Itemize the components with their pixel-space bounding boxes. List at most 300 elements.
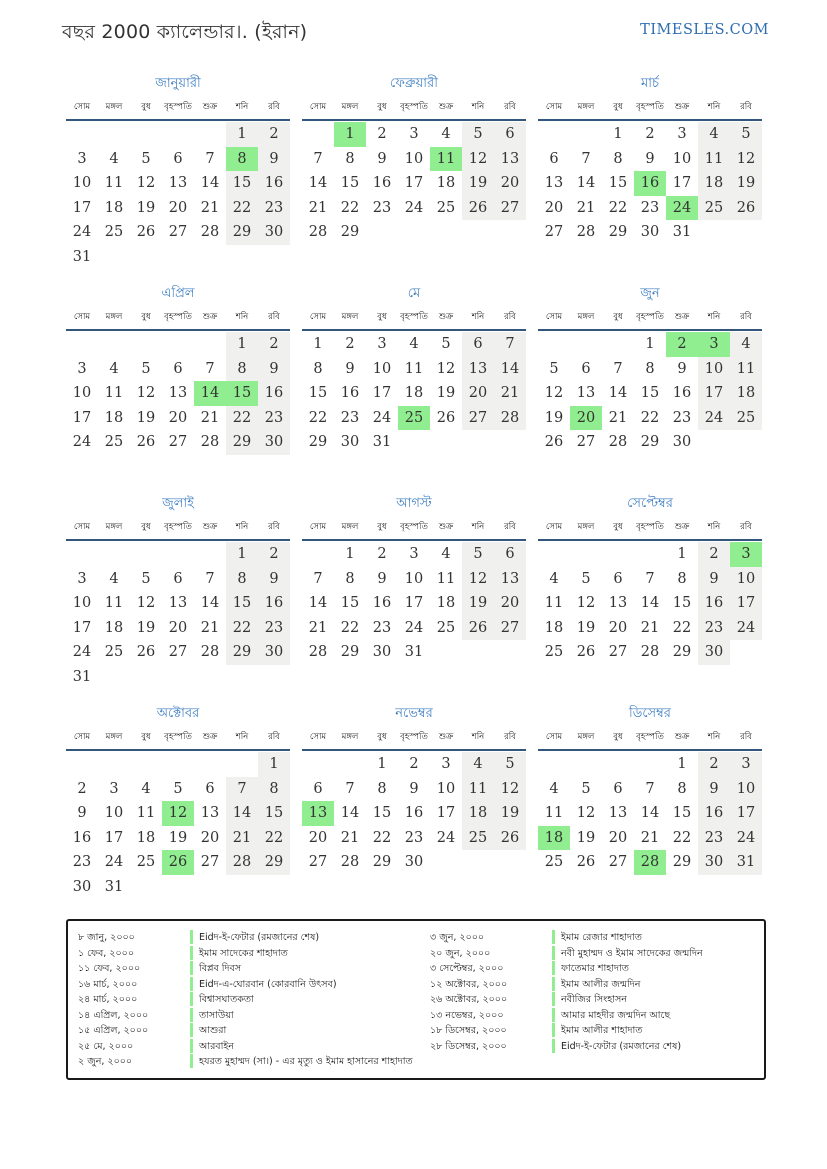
weekday-label: বৃহস্পতি <box>636 522 664 532</box>
day-cell: 24 <box>698 406 730 431</box>
day-cell: 9 <box>258 567 290 592</box>
day-cell: 28 <box>576 224 596 240</box>
day-cell: 9 <box>258 147 290 172</box>
weekday-label: শুক্র <box>438 522 454 532</box>
day-cell: 31 <box>104 878 124 895</box>
empty-day-cell <box>194 122 226 147</box>
empty-day-cell <box>302 245 334 270</box>
day-cell: 1 <box>313 336 323 352</box>
day-cell: 10 <box>436 780 456 797</box>
month-days <box>538 542 762 689</box>
month-block <box>66 74 290 269</box>
weekday-label: বুধ <box>377 732 387 742</box>
weekday-label: বুধ <box>377 312 387 322</box>
weekday-label: শুক্র <box>202 312 218 322</box>
day-cell: 13 <box>494 567 526 592</box>
empty-day-cell <box>98 665 130 690</box>
weekday-label: মঙ্গল <box>105 312 123 322</box>
day-cell: 3 <box>77 570 87 587</box>
weekday-label: সোম <box>309 102 327 112</box>
day-cell: 28 <box>494 406 526 431</box>
weekday-label: মঙ্গল <box>341 732 359 742</box>
month-title: সেপ্টেম্বর <box>627 496 673 511</box>
day-cell: 24 <box>730 826 762 851</box>
day-cell: 27 <box>462 406 494 431</box>
day-cell: 5 <box>581 780 591 797</box>
day-cell: 8 <box>226 567 258 592</box>
weekday-label: রবি <box>268 522 280 532</box>
day-cell: 21 <box>494 381 526 406</box>
empty-day-cell <box>538 332 570 357</box>
month-block <box>302 284 526 479</box>
day-cell: 28 <box>608 434 628 450</box>
day-cell: 13 <box>494 147 526 172</box>
legend-date: ২৪ মার্চ, ২০০০ <box>78 994 138 1005</box>
day-cell: 23 <box>258 406 290 431</box>
day-cell: 1 <box>345 546 355 562</box>
weekday-label: শুক্র <box>438 102 454 112</box>
day-cell: 18 <box>104 619 124 636</box>
day-cell: 27 <box>168 434 188 450</box>
day-cell: 3 <box>441 756 451 772</box>
day-cell: 25 <box>136 854 156 870</box>
weekday-header-row <box>302 310 526 331</box>
day-cell: 7 <box>313 150 323 167</box>
legend-holiday-label <box>552 1054 756 1068</box>
empty-day-cell <box>302 455 334 480</box>
day-cell: 13 <box>544 175 564 191</box>
day-cell: 19 <box>462 591 494 616</box>
legend-holiday-label: Eidদ-ই-ফেটার (রমজানের শেষ) <box>552 1039 756 1053</box>
empty-day-cell <box>698 455 730 480</box>
empty-day-cell <box>226 665 258 690</box>
day-cell: 4 <box>109 570 119 587</box>
day-cell: 27 <box>544 224 564 240</box>
day-cell: 6 <box>173 570 183 587</box>
day-cell: 18 <box>462 801 494 826</box>
day-cell: 25 <box>104 644 124 660</box>
day-cell: 23 <box>258 616 290 641</box>
day-cell: 10 <box>672 150 692 167</box>
empty-day-cell <box>194 245 226 270</box>
day-cell: 28 <box>308 224 328 240</box>
day-cell: 21 <box>640 619 660 636</box>
day-cell: 5 <box>549 360 559 377</box>
day-cell: 8 <box>645 360 655 377</box>
day-cell: 10 <box>730 567 762 592</box>
empty-day-cell <box>66 542 98 567</box>
empty-day-cell <box>494 245 526 270</box>
day-cell: 23 <box>698 616 730 641</box>
month-block <box>538 494 762 689</box>
empty-day-cell <box>494 640 526 665</box>
weekday-label: বুধ <box>613 522 623 532</box>
day-cell: 20 <box>608 829 628 846</box>
weekday-header-row <box>66 520 290 541</box>
day-cell: 21 <box>308 619 328 636</box>
empty-day-cell <box>430 640 462 665</box>
legend-holiday-label: তাসাউয়া <box>190 1008 430 1022</box>
empty-day-cell <box>66 752 98 777</box>
day-cell: 21 <box>340 829 360 846</box>
empty-day-cell <box>462 640 494 665</box>
day-cell: 7 <box>205 360 215 377</box>
empty-day-cell <box>538 122 570 147</box>
legend-holiday-label: আশুরা <box>190 1023 430 1037</box>
weekday-label: সোম <box>73 102 91 112</box>
weekday-label: সোম <box>309 522 327 532</box>
day-cell: 29 <box>640 434 660 450</box>
day-cell: 8 <box>677 780 687 797</box>
day-cell: 27 <box>608 644 628 660</box>
day-cell: 30 <box>258 430 290 455</box>
day-cell: 12 <box>136 385 156 401</box>
empty-day-cell <box>398 665 430 690</box>
weekday-label: শনি <box>707 312 721 322</box>
month-block <box>66 494 290 689</box>
day-cell: 16 <box>372 175 392 191</box>
day-cell: 30 <box>404 854 424 870</box>
day-cell: 22 <box>340 619 360 636</box>
empty-day-cell <box>194 665 226 690</box>
weekday-label: বুধ <box>141 312 151 322</box>
day-cell: 12 <box>544 385 564 401</box>
weekday-label: বৃহস্পতি <box>164 102 192 112</box>
month-days <box>538 122 762 269</box>
day-cell: 18 <box>538 826 570 851</box>
day-cell: 16 <box>258 591 290 616</box>
empty-day-cell <box>430 430 462 455</box>
empty-day-cell <box>430 665 462 690</box>
empty-day-cell <box>366 455 398 480</box>
month-title: জানুয়ারী <box>155 76 201 91</box>
day-cell: 10 <box>730 777 762 802</box>
weekday-label: সোম <box>545 102 563 112</box>
day-cell: 27 <box>494 616 526 641</box>
day-cell: 3 <box>677 126 687 142</box>
day-cell: 30 <box>640 224 660 240</box>
empty-day-cell <box>398 455 430 480</box>
day-cell: 17 <box>698 381 730 406</box>
day-cell: 8 <box>613 150 623 167</box>
month-title: আগস্ট <box>396 496 432 511</box>
day-cell: 11 <box>104 385 124 401</box>
day-cell: 15 <box>608 175 628 191</box>
day-cell: 28 <box>226 850 258 875</box>
empty-day-cell <box>634 542 666 567</box>
empty-day-cell <box>570 245 602 270</box>
empty-day-cell <box>430 850 462 875</box>
day-cell: 7 <box>205 150 215 167</box>
legend-date <box>430 1054 552 1068</box>
legend-date: ২ জুন, ২০০০ <box>78 1056 133 1067</box>
weekday-label: রবি <box>268 732 280 742</box>
empty-day-cell <box>302 542 334 567</box>
day-cell: 3 <box>409 546 419 562</box>
months-grid <box>66 74 827 899</box>
day-cell: 19 <box>576 619 596 636</box>
day-cell: 20 <box>544 199 564 216</box>
empty-day-cell <box>194 752 226 777</box>
day-cell: 7 <box>613 360 623 377</box>
day-cell: 14 <box>340 805 360 821</box>
day-cell: 26 <box>544 434 564 450</box>
day-cell: 11 <box>430 147 462 172</box>
empty-day-cell <box>602 332 634 357</box>
day-cell: 14 <box>194 381 226 406</box>
empty-day-cell <box>462 850 494 875</box>
legend-holiday-label: আরবাইন <box>190 1039 430 1053</box>
empty-day-cell <box>698 665 730 690</box>
day-cell: 4 <box>549 780 559 797</box>
day-cell: 4 <box>109 360 119 377</box>
day-cell: 22 <box>340 199 360 216</box>
day-cell: 15 <box>372 805 392 821</box>
day-cell: 14 <box>576 175 596 191</box>
day-cell: 31 <box>672 224 692 240</box>
month-title: এপ্রিল <box>161 286 195 301</box>
empty-day-cell <box>302 875 334 900</box>
legend-date: ১৫ এপ্রিল, ২০০০ <box>78 1025 149 1036</box>
day-cell: 2 <box>698 752 730 777</box>
day-cell: 22 <box>308 409 328 426</box>
day-cell: 15 <box>258 801 290 826</box>
day-cell: 3 <box>109 780 119 797</box>
day-cell: 3 <box>377 336 387 352</box>
weekday-label: বৃহস্পতি <box>400 522 428 532</box>
day-cell: 17 <box>404 175 424 191</box>
day-cell: 4 <box>462 752 494 777</box>
day-cell: 17 <box>104 829 124 846</box>
day-cell: 19 <box>436 385 456 401</box>
empty-day-cell <box>226 752 258 777</box>
day-cell: 26 <box>462 616 494 641</box>
month-title: নভেম্বর <box>395 706 433 721</box>
day-cell: 23 <box>258 196 290 221</box>
day-cell: 7 <box>205 570 215 587</box>
day-cell: 5 <box>141 570 151 587</box>
day-cell: 24 <box>404 619 424 636</box>
day-cell: 5 <box>581 570 591 587</box>
empty-day-cell <box>334 455 366 480</box>
day-cell: 13 <box>168 385 188 401</box>
day-cell: 12 <box>462 147 494 172</box>
day-cell: 1 <box>334 122 366 147</box>
day-cell: 17 <box>404 595 424 611</box>
day-cell: 18 <box>136 829 156 846</box>
day-cell: 6 <box>205 780 215 797</box>
weekday-label: শুক্র <box>674 312 690 322</box>
day-cell: 6 <box>613 570 623 587</box>
day-cell: 8 <box>313 360 323 377</box>
day-cell: 5 <box>494 752 526 777</box>
day-cell: 18 <box>104 409 124 426</box>
weekday-label: বুধ <box>613 102 623 112</box>
day-cell: 11 <box>404 360 424 377</box>
month-block <box>538 284 762 479</box>
empty-day-cell <box>258 455 290 480</box>
weekday-label: রবি <box>504 312 516 322</box>
day-cell: 16 <box>72 829 92 846</box>
day-cell: 22 <box>258 826 290 851</box>
day-cell: 17 <box>72 409 92 426</box>
day-cell: 11 <box>104 595 124 611</box>
empty-day-cell <box>130 455 162 480</box>
day-cell: 17 <box>730 591 762 616</box>
empty-day-cell <box>602 542 634 567</box>
day-cell: 30 <box>372 644 392 660</box>
weekday-label: রবি <box>268 102 280 112</box>
day-cell: 20 <box>168 619 188 636</box>
day-cell: 24 <box>404 199 424 216</box>
empty-day-cell <box>602 875 634 900</box>
day-cell: 19 <box>136 409 156 426</box>
empty-day-cell <box>162 542 194 567</box>
day-cell: 1 <box>613 126 623 142</box>
empty-day-cell <box>430 455 462 480</box>
day-cell: 4 <box>698 122 730 147</box>
weekday-label: শুক্র <box>674 732 690 742</box>
empty-day-cell <box>430 875 462 900</box>
legend-holiday-label: আমার মাহদীর জন্মদিন আছে <box>552 1008 756 1022</box>
day-cell: 25 <box>730 406 762 431</box>
empty-day-cell <box>162 455 194 480</box>
day-cell: 11 <box>698 147 730 172</box>
day-cell: 9 <box>377 150 387 167</box>
day-cell: 5 <box>173 780 183 797</box>
day-cell: 24 <box>666 196 698 221</box>
empty-day-cell <box>366 220 398 245</box>
month-block <box>538 704 762 899</box>
day-cell: 6 <box>494 122 526 147</box>
weekday-label: রবি <box>268 312 280 322</box>
day-cell: 4 <box>141 780 151 797</box>
day-cell: 2 <box>258 332 290 357</box>
day-cell: 14 <box>226 801 258 826</box>
month-title: জুলাই <box>162 496 194 511</box>
day-cell: 18 <box>436 175 456 191</box>
day-cell: 19 <box>730 171 762 196</box>
weekday-label: সোম <box>545 732 563 742</box>
day-cell: 19 <box>168 829 188 846</box>
day-cell: 22 <box>672 619 692 636</box>
month-days <box>538 752 762 899</box>
day-cell: 6 <box>581 360 591 377</box>
day-cell: 19 <box>136 199 156 216</box>
weekday-label: বুধ <box>377 522 387 532</box>
day-cell: 26 <box>136 224 156 240</box>
day-cell: 19 <box>136 619 156 636</box>
empty-day-cell <box>98 245 130 270</box>
legend-holiday-label: ইমাম আলীর শাহাদাত <box>552 1023 756 1037</box>
day-cell: 8 <box>226 147 258 172</box>
day-cell: 30 <box>258 220 290 245</box>
day-cell: 21 <box>200 409 220 426</box>
weekday-label: শনি <box>471 102 485 112</box>
day-cell: 25 <box>462 826 494 851</box>
weekday-label: মঙ্গল <box>577 732 595 742</box>
day-cell: 14 <box>640 595 660 611</box>
day-cell: 11 <box>136 805 156 821</box>
empty-day-cell <box>570 542 602 567</box>
day-cell: 25 <box>436 619 456 636</box>
day-cell: 31 <box>730 850 762 875</box>
day-cell: 23 <box>640 199 660 216</box>
day-cell: 16 <box>340 385 360 401</box>
day-cell: 22 <box>226 616 258 641</box>
empty-day-cell <box>570 752 602 777</box>
empty-day-cell <box>666 245 698 270</box>
day-cell: 5 <box>462 542 494 567</box>
day-cell: 9 <box>677 360 687 377</box>
day-cell: 31 <box>72 248 92 265</box>
weekday-label: মঙ্গল <box>105 732 123 742</box>
legend-holiday-label: Eidদ-এ-ঘোরবান (কোরবানি উৎসব) <box>190 977 430 991</box>
empty-day-cell <box>538 245 570 270</box>
day-cell: 24 <box>104 854 124 870</box>
day-cell: 1 <box>226 542 258 567</box>
empty-day-cell <box>98 752 130 777</box>
empty-day-cell <box>730 430 762 455</box>
day-cell: 6 <box>313 780 323 797</box>
weekday-label: মঙ্গল <box>341 312 359 322</box>
weekday-label: শনি <box>471 312 485 322</box>
day-cell: 31 <box>404 644 424 660</box>
weekday-label: সোম <box>309 732 327 742</box>
empty-day-cell <box>398 245 430 270</box>
month-title: জুন <box>640 286 660 301</box>
day-cell: 7 <box>645 570 655 587</box>
day-cell: 15 <box>640 385 660 401</box>
day-cell: 23 <box>340 409 360 426</box>
day-cell: 6 <box>462 332 494 357</box>
day-cell: 20 <box>608 619 628 636</box>
day-cell: 28 <box>200 644 220 660</box>
day-cell: 3 <box>698 332 730 357</box>
day-cell: 20 <box>494 591 526 616</box>
day-cell: 23 <box>372 199 392 216</box>
day-cell: 13 <box>200 805 220 821</box>
empty-day-cell <box>666 875 698 900</box>
month-days <box>302 332 526 479</box>
day-cell: 5 <box>441 336 451 352</box>
empty-day-cell <box>698 245 730 270</box>
day-cell: 13 <box>608 595 628 611</box>
day-cell: 19 <box>544 409 564 426</box>
day-cell: 29 <box>308 434 328 450</box>
legend-holiday-label: ইমাম রেজার শাহাদাত <box>552 930 756 944</box>
empty-day-cell <box>462 455 494 480</box>
weekday-label: বৃহস্পতি <box>636 312 664 322</box>
day-cell: 12 <box>730 147 762 172</box>
legend-holiday-label: ইমাম আলীর জন্মদিন <box>552 977 756 991</box>
empty-day-cell <box>494 875 526 900</box>
empty-day-cell <box>398 875 430 900</box>
month-block <box>66 284 290 479</box>
legend-date: ১ ফেব, ২০০০ <box>78 947 135 959</box>
day-cell: 24 <box>372 409 392 426</box>
day-cell: 26 <box>576 644 596 660</box>
legend-date: ৩ জুন, ২০০০ <box>430 932 485 943</box>
legend-date: ১৮ ডিসেম্বর, ২০০০ <box>430 1025 507 1036</box>
site-logo-link[interactable]: TIMESLES.COM <box>640 22 769 38</box>
weekday-label: বৃহস্পতি <box>164 522 192 532</box>
empty-day-cell <box>226 455 258 480</box>
weekday-label: শনি <box>707 522 721 532</box>
day-cell: 7 <box>313 570 323 587</box>
day-cell: 18 <box>404 385 424 401</box>
weekday-label: রবি <box>740 732 752 742</box>
